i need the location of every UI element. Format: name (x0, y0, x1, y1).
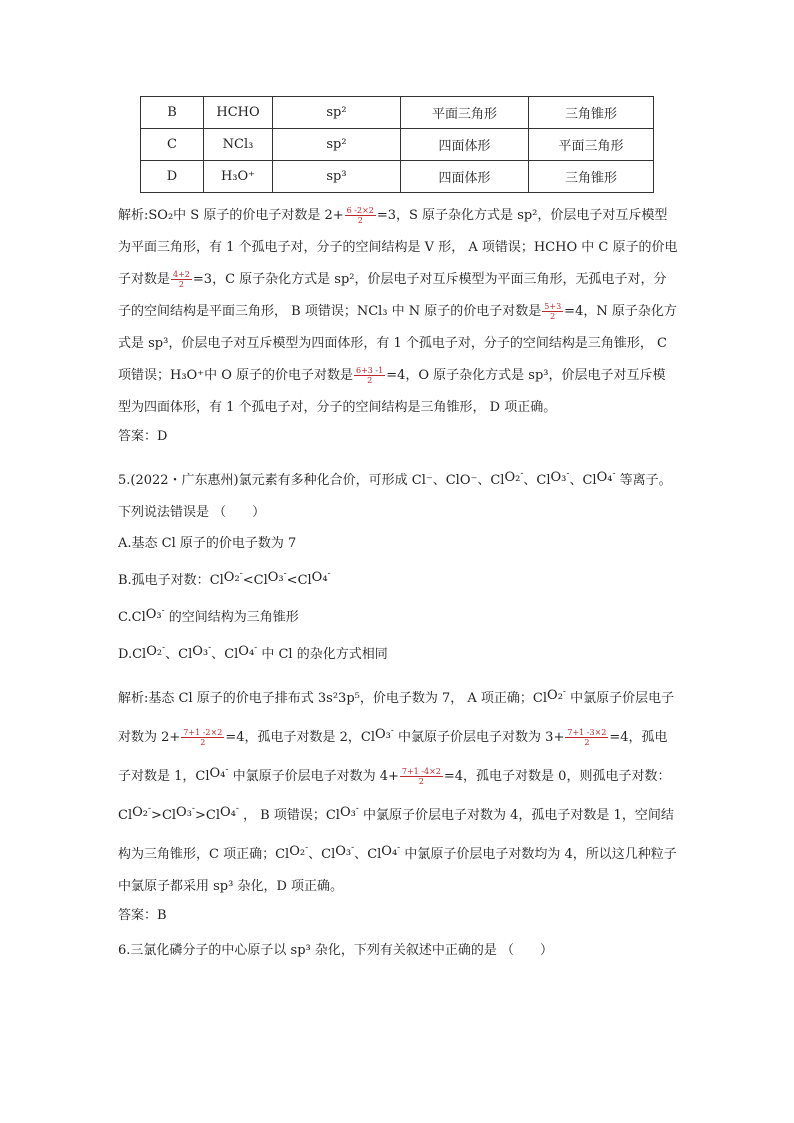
ion-clo3: ClO₃- (360, 726, 394, 745)
table-row: C NCl₃ sp² 四面体形 平面三角形 (141, 129, 654, 161)
ion-clo2: ClO₂- (490, 469, 524, 488)
q4-analysis: 解析:SO₂中 S 原子的价电子对数是 2+ $\frac{6 -2\times 2}{2}$ =3，S 原子杂化方式是 sp²，价层电子对互斥模型为平面三角形，有 1 个孤电子对，分子的空间结构是 V 形， A 项错误；HCHO 中 C 原子的价电子对数是 $\frac{4+2}{2}$ =3，C 原子杂化方式是 sp²，价层电子对互斥模型为平面三角形，无孤电子对，分子的空间结构是平面三角形， B 项错误；NCl₃ 中 N 原子的价电子对数是 $\frac{5+3}{2}$ =4，N 原子杂化方式是 sp³，价层电子对互斥模型为四面体形，有 1 个孤电子对，分子的空间结构是三角锥形， C 项错误；H₃O⁺中 O 原子的价电子对数是 $\frac{6+3 -1}{2}$ =4，O 原子杂化方式是 sp³，价层电子对互斥模型为四面体形，有 1 个孤电子对，分子的空间结构是三角锥形， D 项正确。 (118, 206, 678, 415)
ion-clo3: ClO₃- (536, 469, 570, 488)
table-row: B HCHO sp² 平面三角形 三角锥形 (141, 97, 654, 129)
q6-stem: 6.三氯化磷分子的中心原子以 sp³ 杂化，下列有关叙述中正确的是 （ ） (118, 943, 554, 958)
ion-clo4: ClO₄- (205, 804, 239, 823)
ion-clo4: ClO₄- (297, 569, 331, 588)
ion-clo4: ClO₄- (367, 843, 401, 862)
q4-answer: 答案：D (118, 429, 168, 444)
fraction: $\frac{6 -2\times 2}{2}$ (346, 206, 374, 225)
ion-clo4: ClO₄- (224, 643, 258, 662)
fraction: $\frac{4+2}{2}$ (173, 270, 190, 289)
ion-clo4: ClO₄- (582, 469, 616, 488)
fraction: $\frac{7+1 -3\times 2}{2}$ (567, 728, 607, 747)
ion-clo3: ClO₃- (161, 804, 195, 823)
q5-option-b: B.孤电子对数：ClO₂-<ClO₃-<ClO₄- (118, 569, 331, 588)
ion-clo2: ClO₂- (132, 643, 166, 662)
content (118, 200, 678, 967)
ion-clo3: ClO₃- (131, 606, 165, 625)
ion-clo4: ClO₄- (195, 765, 229, 784)
q5-option-a: A.基态 Cl 原子的价电子数为 7 (118, 536, 297, 551)
ion-clo3: ClO₃- (253, 569, 287, 588)
ion-clo3: ClO₃- (325, 804, 359, 823)
table-row: D H₃O⁺ sp³ 四面体形 三角锥形 (141, 161, 654, 193)
ion-clo3: ClO₃- (321, 843, 355, 862)
fraction: $\frac{7+1 -2\times 2}{2}$ (183, 728, 223, 747)
q5-option-c: C.ClO₃- 的空间结构为三角锥形 (118, 606, 299, 625)
q5-stem: 5.(2022・广东惠州)氯元素有多种化合价，可形成 Cl⁻、ClO⁻、ClO₂-、ClO₃-、ClO₄- 等离子。下列说法错误是 （ ） (118, 469, 672, 520)
ion-clo2: ClO₂- (275, 843, 309, 862)
fraction: $\frac{5+3}{2}$ (544, 302, 562, 321)
options-table (140, 96, 654, 193)
ion-clo2: ClO₂- (118, 804, 152, 823)
q5-analysis: 解析:基态 Cl 原子的价电子排布式 3s²3p⁵，价电子数为 7， A 项正确；ClO₂- 中氯原子价层电子对数为 2+ $\frac{7+1 -2\times 2}{2}$ =4，孤电子对数是 2，ClO₃- 中氯原子价层电子对数为 3+ $\frac{7+1 -3\times 2}{2}$ =4，孤电子对数是 1，ClO₄- 中氯原子价层电子对数为 4+ $\frac{7+1 -4\times 2}{2}$ =4，孤电子对数是 0，则孤电子对数：ClO₂->ClO₃->ClO₄- ， B 项错误；ClO₃- 中氯原子价层电子对数为 4，孤电子对数是 1，空间结构为三角锥形，C 项正确；ClO₂-、ClO₃-、ClO₄- 中氯原子价层电子对数均为 4，所以这几种粒子中氯原子都采用 sp³ 杂化，D 项正确。 (118, 687, 677, 894)
ion-clo2: ClO₂- (209, 569, 243, 588)
ion-clo2: ClO₂- (532, 687, 566, 706)
q5-answer: 答案：B (118, 908, 167, 923)
fraction: $\frac{6+3 -1}{2}$ (356, 366, 384, 385)
fraction: $\frac{7+1 -4\times 2}{2}$ (401, 767, 441, 786)
q5-option-d: D.ClO₂-、ClO₃-、ClO₄- 中 Cl 的杂化方式相同 (118, 643, 388, 662)
ion-clo3: ClO₃- (178, 643, 212, 662)
